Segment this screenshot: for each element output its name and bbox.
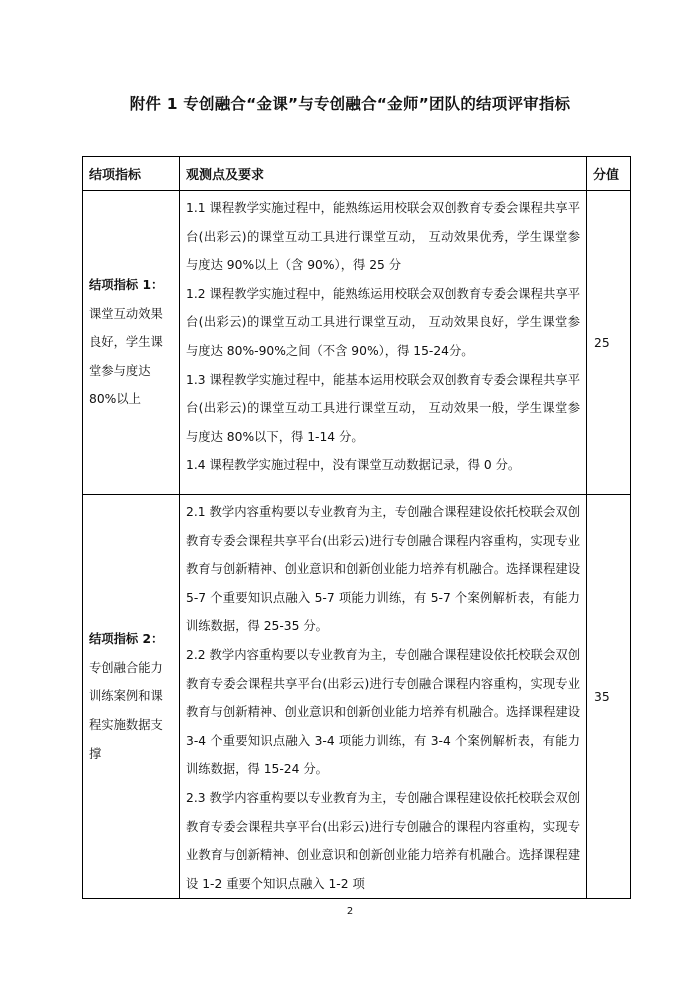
table-row (83, 495, 631, 899)
indicator-lead: 结项指标 1： (89, 278, 164, 293)
observation-item: 1.1 课程教学实施过程中，能熟练运用校联会双创教育专委会课程共享平台(出彩云)的课堂互动工具进行课堂互动， 互动效果优秀，学生课堂参与度达 90%以上（含 90%），得 25 分 (186, 201, 580, 273)
indicator-text: 课堂互动效果良好，学生课堂参与度达 80%以上 (89, 306, 163, 407)
indicator-cell (83, 191, 180, 495)
header-score: 分值 (587, 157, 631, 191)
indicator-lead: 结项指标 2： (89, 632, 164, 647)
score-cell: 35 (587, 495, 631, 899)
table-row (83, 191, 631, 495)
document-title: 附件 1 专创融合“金课”与专创融合“金师”团队的结项评审指标 (129, 95, 571, 113)
criteria-table (82, 156, 631, 899)
observation-item: 2.2 教学内容重构要以专业教育为主，专创融合课程建设依托校联会双创教育专委会课程共享平台(出彩云)进行专创融合课程内容重构，实现专业教育与创新精神、创业意识和创新创业能力培养有机融合。选择课程建设 3-4 个重要知识点融入 3-4 项能力训练，有 3-4 个案例解析表，有能力训练数据，得 15-24 分。 (186, 647, 580, 777)
indicator-cell (83, 495, 180, 899)
observation-item: 2.3 教学内容重构要以专业教育为主，专创融合课程建设依托校联会双创教育专委会课程共享平台(出彩云)进行专创融合的课程内容重构，实现专业教育与创新精神、创业意识和创新创业能力培养有机融合。选择课程建设 1-2 重要个知识点融入 1-2 项 (186, 790, 580, 891)
observation-cell (180, 495, 587, 899)
observation-item: 2.1 教学内容重构要以专业教育为主，专创融合课程建设依托校联会双创教育专委会课程共享平台(出彩云)进行专创融合课程内容重构，实现专业教育与创新精神、创业意识和创新创业能力培养有机融合。选择课程建设 5-7 个重要知识点融入 5-7 项能力训练，有 5-7 个案例解析表，有能力训练数据，得 25-35 分。 (186, 505, 580, 634)
page-number: 2 (346, 906, 354, 917)
table-header-row (83, 157, 631, 191)
observation-item: 1.3 课程教学实施过程中，能基本运用校联会双创教育专委会课程共享平台(出彩云)的课堂互动工具进行课堂互动， 互动效果一般，学生课堂参与度达 80%以下，得 1-14 分。 (186, 372, 580, 444)
header-indicator: 结项指标 (83, 157, 180, 191)
observation-item: 1.2 课程教学实施过程中，能熟练运用校联会双创教育专委会课程共享平台(出彩云)的课堂互动工具进行课堂互动， 互动效果良好，学生课堂参与度达 80%-90%之间（不含 90%），得 15-24分。 (186, 286, 580, 358)
score-cell: 25 (587, 191, 631, 495)
observation-cell (180, 191, 587, 495)
header-observation: 观测点及要求 (180, 157, 587, 191)
observation-item: 1.4 课程教学实施过程中，没有课堂互动数据记录，得 0 分。 (186, 458, 521, 473)
indicator-text: 专创融合能力训练案例和课程实施数据支撑 (89, 660, 163, 761)
